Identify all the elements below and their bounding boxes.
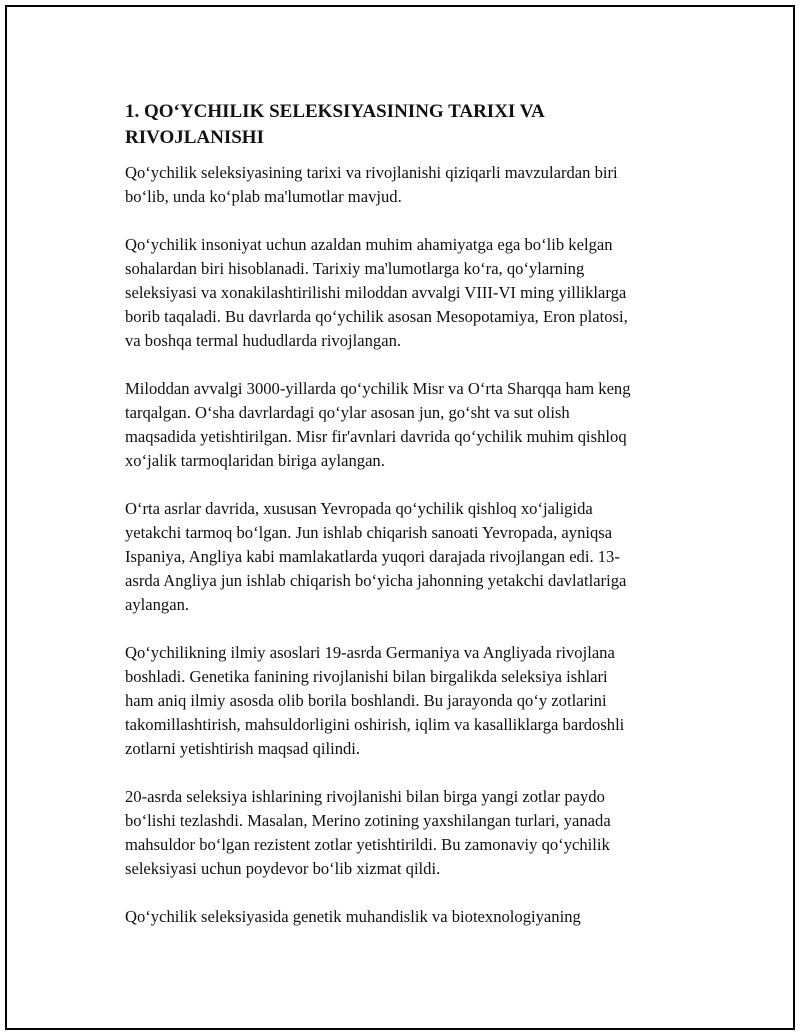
text-line: takomillashtirish, mahsuldorligini oshirish, iqlim va kasalliklarga bardoshli xyxy=(125,715,625,734)
document-body xyxy=(125,99,715,953)
text-line: seleksiyasi va xonakilashtirilishi miloddan avvalgi VIII-VI ming yilliklarga xyxy=(125,283,627,302)
text-line: bo‘lib, unda ko‘plab ma'lumotlar mavjud. xyxy=(125,187,402,206)
title-line-2: RIVOJLANISHI xyxy=(125,127,264,148)
paragraph-5 xyxy=(125,641,715,761)
text-line: 20-asrda seleksiya ishlarining rivojlanishi bilan birga yangi zotlar paydo xyxy=(125,787,605,806)
text-line: tarqalgan. O‘sha davrlardagi qo‘ylar asosan jun, go‘sht va sut olish xyxy=(125,403,570,422)
paragraph-3 xyxy=(125,377,715,473)
text-line: Miloddan avvalgi 3000-yillarda qo‘ychilik Misr va O‘rta Sharqqa ham keng xyxy=(125,379,631,398)
text-line: yetakchi tarmoq bo‘lgan. Jun ishlab chiqarish sanoati Yevropada, ayniqsa xyxy=(125,523,613,542)
paragraph-1 xyxy=(125,161,715,209)
text-line: sohalardan biri hisoblanadi. Tarixiy ma'lumotlarga ko‘ra, qo‘ylarning xyxy=(125,259,585,278)
text-line: Qo‘ychilik seleksiyasining tarixi va rivojlanishi qiziqarli mavzulardan biri xyxy=(125,163,618,182)
text-line: borib taqaladi. Bu davrlarda qo‘ychilik asosan Mesopotamiya, Eron platosi, xyxy=(125,307,628,326)
text-line: va boshqa termal hududlarda rivojlangan. xyxy=(125,331,402,350)
text-line: ham aniq ilmiy asosda olib borila boshlandi. Bu jarayonda qo‘y zotlarini xyxy=(125,691,607,710)
section-title xyxy=(125,99,715,151)
text-line: aylangan. xyxy=(125,595,190,614)
paragraph-2 xyxy=(125,233,715,353)
text-line: Qo‘ychilik seleksiyasida genetik muhandislik va biotexnologiyaning xyxy=(125,907,581,926)
paragraph-6 xyxy=(125,785,715,881)
text-line: boshladi. Genetika fanining rivojlanishi bilan birgalikda seleksiya ishlari xyxy=(125,667,608,686)
text-line: O‘rta asrlar davrida, xususan Yevropada qo‘ychilik qishloq xo‘jaligida xyxy=(125,499,593,518)
text-line: Qo‘ychilik insoniyat uchun azaldan muhim ahamiyatga ega bo‘lib kelgan xyxy=(125,235,613,254)
paragraph-4 xyxy=(125,497,715,617)
text-line: maqsadida yetishtirilgan. Misr fir'avnlari davrida qo‘ychilik muhim qishloq xyxy=(125,427,627,446)
title-line-1: 1. QO‘YCHILIK SELEKSIYASINING TARIXI VA xyxy=(125,101,545,122)
text-line: xo‘jalik tarmoqlaridan biriga aylangan. xyxy=(125,451,385,470)
paragraph-7 xyxy=(125,905,715,929)
text-line: mahsuldor bo‘lgan rezistent zotlar yetishtirildi. Bu zamonaviy qo‘ychilik xyxy=(125,835,610,854)
page-frame xyxy=(5,5,795,1030)
text-line: seleksiyasi uchun poydevor bo‘lib xizmat qildi. xyxy=(125,859,441,878)
text-line: asrda Angliya jun ishlab chiqarish bo‘yicha jahonning yetakchi davlatlariga xyxy=(125,571,627,590)
text-line: Qo‘ychilikning ilmiy asoslari 19-asrda Germaniya va Angliyada rivojlana xyxy=(125,643,615,662)
text-line: bo‘lishi tezlashdi. Masalan, Merino zotining yaxshilangan turlari, yanada xyxy=(125,811,611,830)
text-line: Ispaniya, Angliya kabi mamlakatlarda yuqori darajada rivojlangan edi. 13- xyxy=(125,547,620,566)
text-line: zotlarni yetishtirish maqsad qilindi. xyxy=(125,739,361,758)
